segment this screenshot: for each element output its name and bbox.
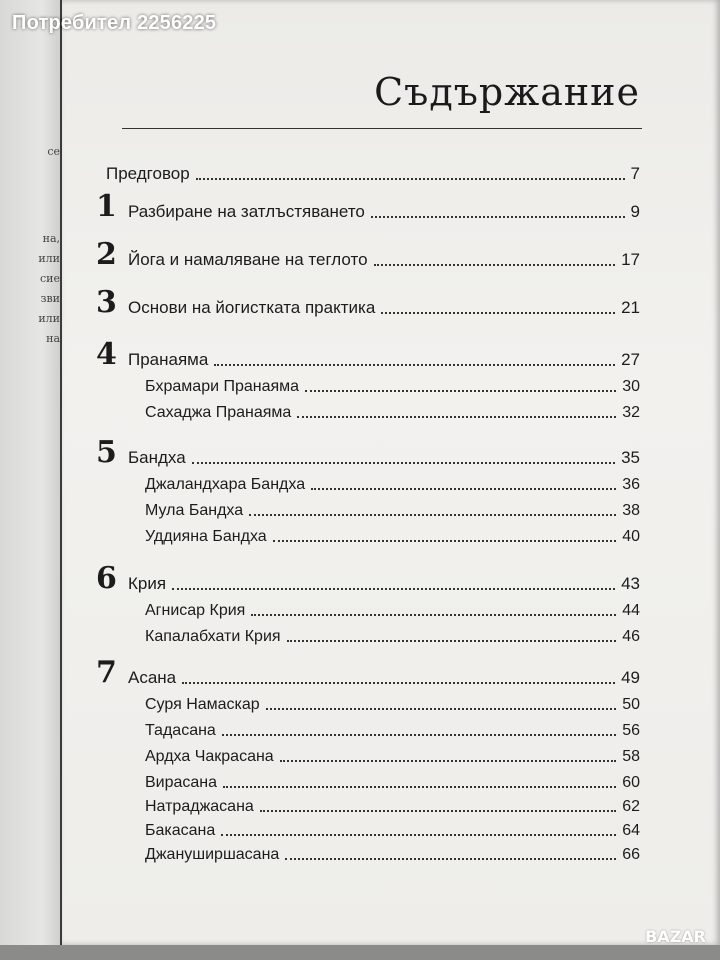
- toc-entry: [145, 468, 640, 494]
- dot-leader: [280, 760, 617, 762]
- toc-page-number: 21: [621, 298, 640, 317]
- toc-page-number: 62: [622, 798, 640, 815]
- dot-leader: [196, 178, 625, 180]
- toc-page-number: 58: [622, 748, 640, 765]
- toc-entry: [145, 396, 640, 422]
- toc-entry: [145, 766, 640, 792]
- toc-entry-label: Асана: [128, 668, 177, 687]
- toc-page-number: 17: [621, 250, 640, 269]
- table-surface: [0, 945, 720, 960]
- toc-entry: [96, 285, 640, 320]
- toc-entry: [145, 838, 640, 864]
- toc-entry-label: Бхрамари Пранаяма: [145, 378, 300, 395]
- dot-leader: [287, 640, 617, 642]
- toc-page-number: 66: [622, 846, 640, 863]
- chapter-number: 2: [96, 237, 117, 272]
- chapter-number: 3: [96, 285, 117, 320]
- toc-entry-label: Йога и намаляване на теглото: [128, 250, 368, 269]
- toc-entry: [96, 655, 640, 690]
- dot-leader: [192, 462, 615, 464]
- toc-entry: [145, 520, 640, 546]
- toc-page-number: 60: [622, 774, 640, 791]
- dot-leader: [311, 488, 616, 490]
- toc-entry: [145, 688, 640, 714]
- dot-leader: [305, 390, 616, 392]
- toc-page-number: 43: [621, 574, 640, 593]
- toc-entry-label: Агнисар Крия: [145, 602, 246, 619]
- chapter-number: 5: [96, 435, 117, 470]
- dot-leader: [381, 312, 615, 314]
- toc-entry-label: Пранаяма: [128, 350, 209, 369]
- toc-page-number: 56: [622, 722, 640, 739]
- toc-entry: [145, 494, 640, 520]
- toc-entry: [145, 594, 640, 620]
- toc-entry-label: Вирасана: [145, 774, 218, 791]
- toc-entry: [145, 740, 640, 766]
- dot-leader: [285, 858, 616, 860]
- left-page-text: на,: [42, 232, 60, 245]
- toc-entry-label: Джануширшасана: [145, 846, 280, 863]
- chapter-number: 7: [96, 655, 117, 690]
- left-page-text: на: [46, 332, 60, 345]
- toc-entry-label: Бандха: [128, 448, 186, 467]
- toc-entry-label: Ардха Чакрасана: [145, 748, 274, 765]
- dot-leader: [371, 216, 625, 218]
- toc-page-number: 49: [621, 668, 640, 687]
- dot-leader: [273, 540, 617, 542]
- toc-page-number: 38: [622, 502, 640, 519]
- toc-entry: [96, 337, 640, 372]
- toc-entry: [145, 620, 640, 646]
- toc-page-number: 64: [622, 822, 640, 839]
- chapter-number: 1: [96, 189, 117, 224]
- dot-leader: [172, 588, 615, 590]
- toc-page-number: 46: [622, 628, 640, 645]
- chapter-number: 6: [96, 561, 117, 596]
- toc-entry-label: Сахаджа Пранаяма: [145, 404, 292, 421]
- title-divider: [122, 128, 642, 129]
- toc-entry-label: Джаландхара Бандха: [145, 476, 306, 493]
- dot-leader: [214, 364, 615, 366]
- toc-page-number: 36: [622, 476, 640, 493]
- left-page-text: зви: [40, 292, 60, 305]
- left-page-text: или: [38, 312, 60, 325]
- toc-page-number: 30: [622, 378, 640, 395]
- toc-entry: [96, 237, 640, 272]
- dot-leader: [222, 734, 616, 736]
- left-page-text: или: [38, 252, 60, 265]
- dot-leader: [249, 514, 616, 516]
- toc-entry-label: Бакасана: [145, 822, 216, 839]
- site-logo: BAZAR: [645, 927, 706, 946]
- toc-entry: [96, 435, 640, 470]
- chapter-number: 4: [96, 337, 117, 372]
- toc-page-number: 27: [621, 350, 640, 369]
- dot-leader: [374, 264, 616, 266]
- toc-entry: [145, 370, 640, 396]
- toc-entry: [145, 814, 640, 840]
- dot-leader: [221, 834, 616, 836]
- dot-leader: [223, 786, 616, 788]
- toc-entry-label: Уддияна Бандха: [145, 528, 267, 545]
- toc-entry-label: Тадасана: [145, 722, 216, 739]
- left-page-text: сие: [39, 272, 60, 285]
- dot-leader: [260, 810, 616, 812]
- toc-entry: [106, 158, 640, 184]
- dot-leader: [251, 614, 616, 616]
- toc-entry-label: Разбиране на затлъстяването: [128, 202, 365, 221]
- toc-entry-label: Суря Намаскар: [145, 696, 260, 713]
- toc-page-number: 40: [622, 528, 640, 545]
- toc-entry: [145, 714, 640, 740]
- toc-page-number: 32: [622, 404, 640, 421]
- toc-entry: [145, 790, 640, 816]
- user-watermark: Потребител 2256225: [12, 11, 217, 34]
- toc-entry-label: Мула Бандха: [145, 502, 244, 519]
- toc-entry-label: Крия: [128, 574, 167, 593]
- dot-leader: [182, 682, 615, 684]
- toc-entry-label: Натраджасана: [145, 798, 254, 815]
- toc-page-number: 50: [622, 696, 640, 713]
- toc-entry: [96, 189, 640, 224]
- toc-entry-label: Предговор: [106, 164, 190, 183]
- toc-page-number: 9: [630, 202, 640, 221]
- left-page-text: се: [47, 145, 60, 158]
- toc-page-number: 35: [621, 448, 640, 467]
- dot-leader: [297, 416, 616, 418]
- toc-page-number: 7: [630, 164, 640, 183]
- toc-entry-label: Основи на йогистката практика: [128, 298, 376, 317]
- toc-entry: [96, 561, 640, 596]
- page-title: Съдържание: [374, 70, 640, 114]
- dot-leader: [266, 708, 617, 710]
- toc-entry-label: Капалабхати Крия: [145, 628, 281, 645]
- toc-page-number: 44: [622, 602, 640, 619]
- left-page-edge: [0, 0, 60, 960]
